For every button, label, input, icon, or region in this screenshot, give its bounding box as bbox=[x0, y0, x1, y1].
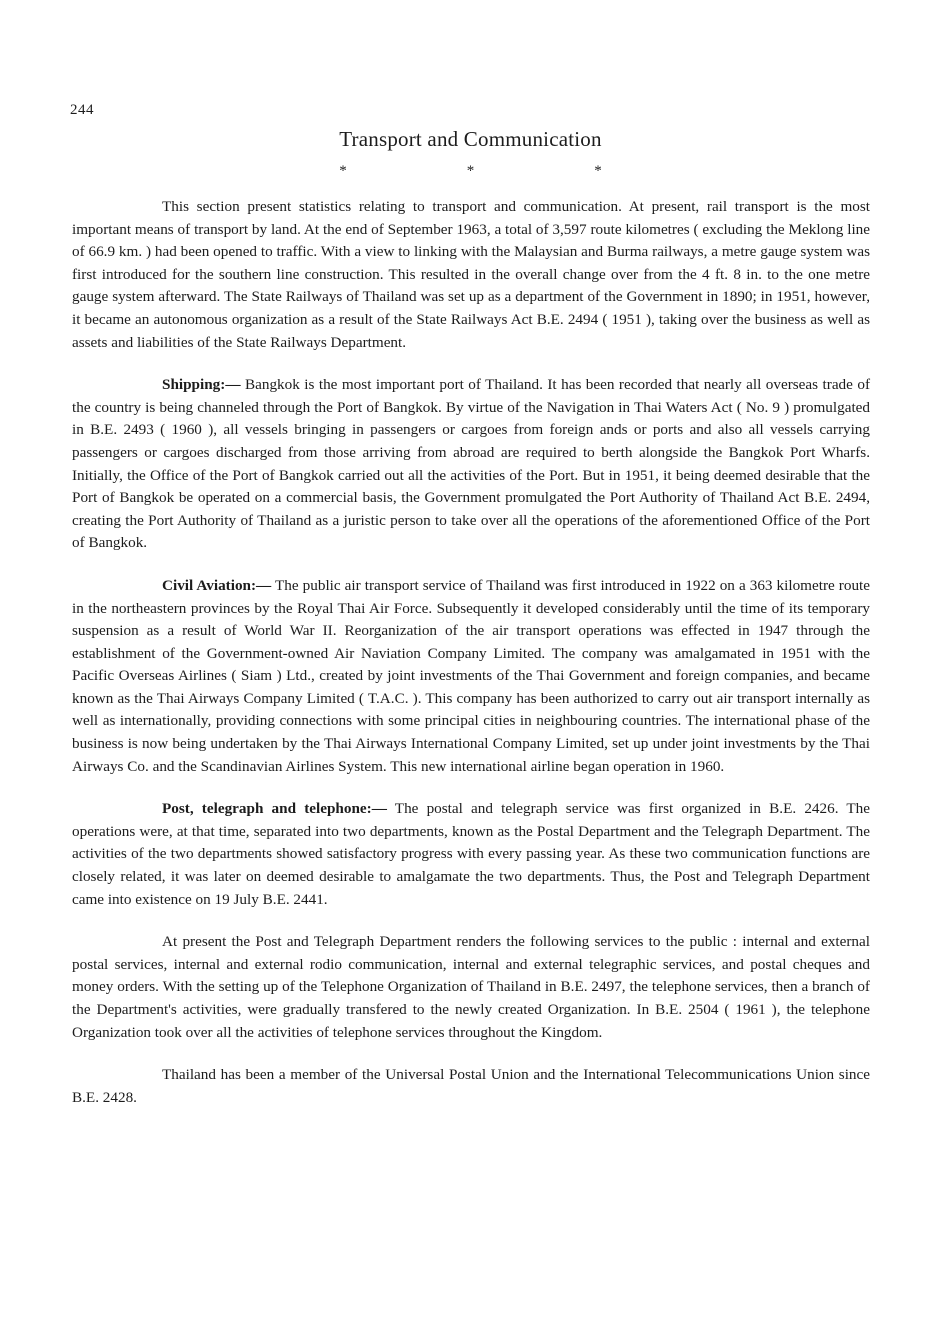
paragraph-text: The postal and telegraph service was first organized in B.E. 2426. The operations were, at that time, separated into two departments, known as the Postal Department and the Telegraph Department. The activities of the two departments showed satisfactory progress with every passing year. As these two communication functions are closely related, it was later on deemed desirable to amalgamate the two departments. Thus, the Post and Telegraph Department came into existence on 19 July B.E. 2441. bbox=[72, 800, 870, 908]
paragraph-shipping bbox=[72, 374, 870, 555]
ornament-star: * bbox=[339, 163, 347, 179]
paragraph-services bbox=[72, 931, 870, 1044]
paragraph-text: Bangkok is the most important port of Thailand. It has been recorded that nearly all overseas trade of the country is being channeled through the Port of Bangkok. By virtue of the Navigation in Thai Waters Act ( No. 9 ) promulgated in B.E. 2493 ( 1960 ), all vessels bringing in passengers or cargoes from foreign ands or ports and also all vessels carrying passengers or cargoes discharged from those arriving from abroad are required to berth alongside the Bangkok Port Wharfs. Initially, the Office of the Port of Bangkok carried out all the activities of the Port. But in 1951, it being deemed desirable that the Port of Bangkok be operated on a commercial basis, the Government promulgated the Port Authority of Thailand Act B.E. 2494, creating the Port Authority of Thailand as a juristic person to take over all the operations of the aforementioned Office of the Port of Bangkok. bbox=[72, 376, 870, 552]
paragraph-text: At present the Post and Telegraph Department renders the following services to the public : internal and external postal services, internal and external rodio communication, internal and external telegraphic services, and postal cheques and money orders. With the setting up of the Telephone Organization of Thailand in B.E. 2497, the telephone services, then a branch of the Department's activities, were gradually transfered to the newly created Organization. In B.E. 2504 ( 1961 ), the telephone Organization took over all the activities of telephone services throughout the Kingdom. bbox=[72, 933, 870, 1041]
paragraph-text: The public air transport service of Thailand was first introduced in 1922 on a 363 kilometre route in the northeastern provinces by the Royal Thai Air Force. Subsequently it developed considerably until the time of its temporary suspension as a result of World War II. Reorganization of the air transport operations was effected in 1947 through the establishment of the Government-owned Air Naviation Company Limited. The company was amalgamated in 1951 with the Pacific Overseas Airlines ( Siam ) Ltd., created by joint investments of the Thai Government and foreign companies, and became known as the Thai Airways Company Limited ( T.A.C. ). This company has been authorized to carry out air transport internally as well as internationally, providing connections with some principal cities in neighbouring countries. The international phase of the business is now being undertaken by the Thai Airways International Company Limited, set up under joint investments by the Thai Airways Co. and the Scandinavian Airlines System. This new international airline began operation in 1960. bbox=[72, 576, 870, 775]
paragraph-text: This section present statistics relating to transport and communication. At present, rail transport is the most important means of transport by land. At the end of September 1963, a total of 3,597 route kilometres ( excluding the Meklong line of 66.9 km. ) had been opened to traffic. With a view to linking with the Malaysian and Burma railways, a metre gauge system was first introduced for the southern line construction. This resulted in the overall change over from the 4 ft. 8 in. to the one metre gauge system afterward. The State Railways of Thailand was set up as a department of the Government in 1890; in 1951, however, it became an autonomous organization as a result of the State Railways Act B.E. 2494 ( 1951 ), taking over the business as well as assets and liabilities of the State Railways Department. bbox=[72, 198, 870, 351]
body-text bbox=[72, 196, 870, 1129]
paragraph-heading: Shipping:— bbox=[162, 376, 241, 394]
paragraph-text: Thailand has been a member of the Universal Postal Union and the International Telecommunications Union since B.E. 2428. bbox=[72, 1066, 870, 1106]
ornament-star: * bbox=[466, 163, 475, 179]
section-ornament bbox=[0, 163, 941, 180]
page-title: Transport and Communication bbox=[339, 127, 602, 151]
paragraph-civil-aviation bbox=[72, 575, 870, 778]
paragraph-heading: Civil Aviation:— bbox=[162, 576, 272, 594]
paragraph-post-telegraph bbox=[72, 798, 870, 911]
paragraph-membership bbox=[72, 1064, 870, 1109]
page-number: 244 bbox=[70, 102, 94, 118]
ornament-star: * bbox=[594, 163, 602, 179]
paragraph-introduction bbox=[72, 196, 870, 354]
paragraph-heading: Post, telegraph and telephone:— bbox=[162, 800, 387, 818]
